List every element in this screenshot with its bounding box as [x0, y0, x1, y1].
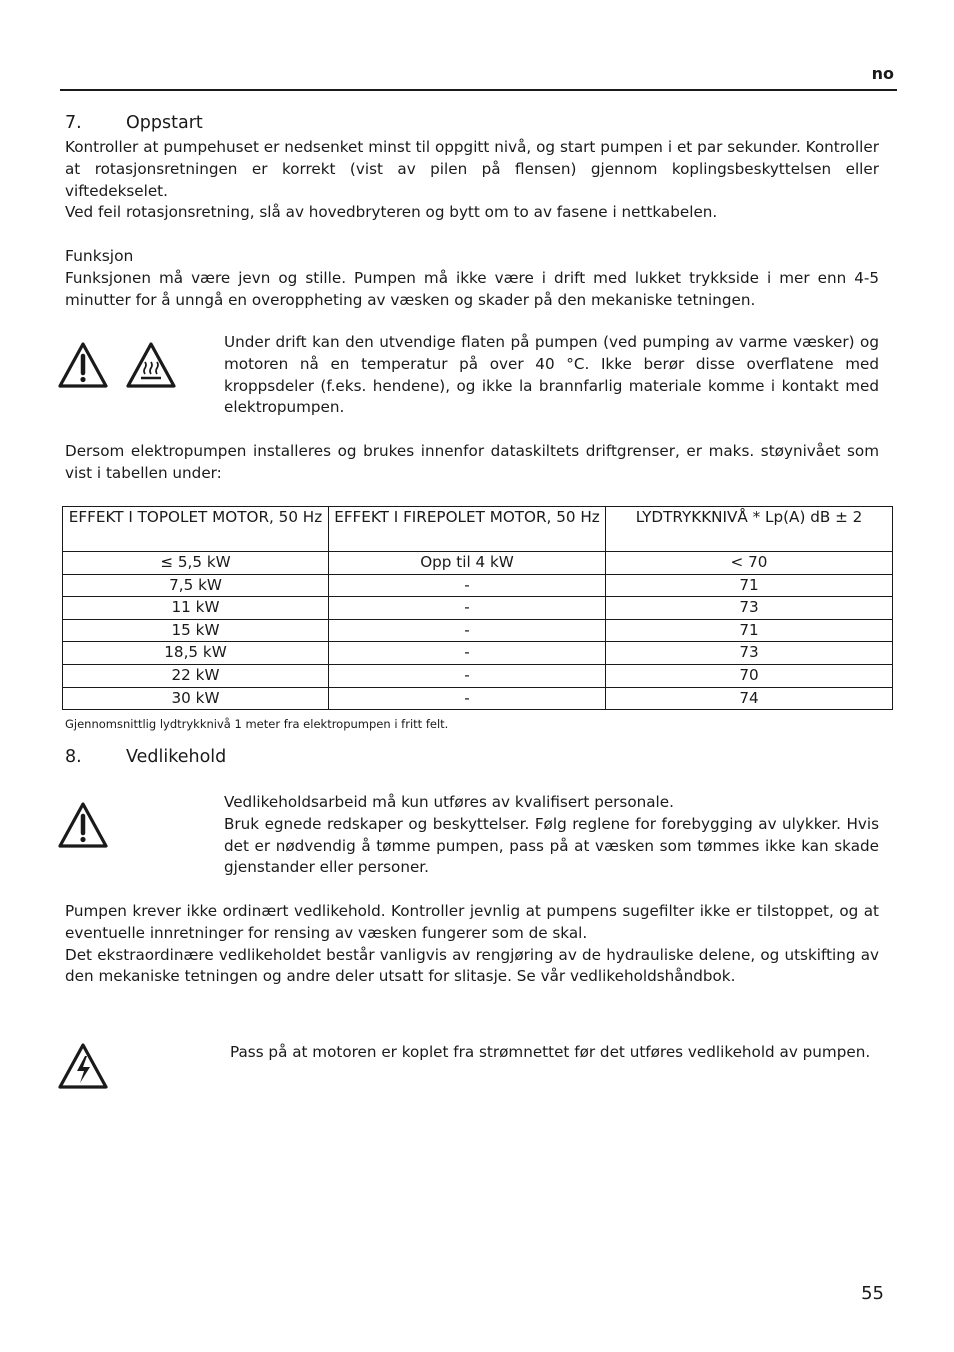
- section-7-number: 7.: [65, 113, 82, 133]
- table-cell: 71: [606, 574, 893, 597]
- section-7-paragraph: Ved feil rotasjonsretning, slå av hovedbryteren og bytt om to av fasene i nettkabelen.: [65, 203, 718, 222]
- section-8-heading: [65, 747, 226, 769]
- table-cell: 15 kW: [63, 619, 329, 642]
- maintenance-body: [65, 901, 879, 988]
- language-code: no: [871, 64, 894, 83]
- page-number: 55: [861, 1283, 884, 1304]
- table-cell: -: [329, 664, 606, 687]
- table-cell: -: [329, 642, 606, 665]
- hot-surface-icon: [125, 341, 177, 389]
- table-cell: 11 kW: [63, 597, 329, 620]
- section-8-title: Vedlikehold: [126, 747, 227, 767]
- maintenance-paragraph: Pumpen krever ikke ordinært vedlikehold. Kontroller jevnlig at pumpens sugefilter ikke er tilstoppet, og at eventuelle innretninger for rensing av væsken fungerer som de skal.: [65, 902, 879, 942]
- table-cell: 74: [606, 687, 893, 710]
- table-header-cell: LYDTRYKKNIVÅ * Lp(A) dB ± 2: [606, 507, 893, 552]
- table-row: [63, 619, 893, 642]
- table-row: [63, 597, 893, 620]
- maintenance-warning-text: [224, 792, 879, 879]
- table-cell: -: [329, 687, 606, 710]
- section-7-title: Oppstart: [126, 113, 203, 133]
- table-cell: ≤ 5,5 kW: [63, 552, 329, 575]
- table-cell: -: [329, 574, 606, 597]
- table-cell: 71: [606, 619, 893, 642]
- section-8-number: 8.: [65, 747, 82, 767]
- table-cell: 73: [606, 597, 893, 620]
- table-header-row: [63, 507, 893, 552]
- noise-level-table: [62, 506, 893, 710]
- hot-surface-warning-text: Under drift kan den utvendige flaten på pumpen (ved pumping av varme væsker) og motoren nå en temperatur på over 40 °C. Ikke berør disse overflatene med kroppsdeler (f.eks. hendene), og ikke la brannfarlig materiale komme i kontakt med elektropumpen.: [224, 333, 879, 417]
- table-row: [63, 574, 893, 597]
- table-cell: -: [329, 597, 606, 620]
- table-header-cell: EFFEKT I FIREPOLET MOTOR, 50 Hz: [329, 507, 606, 552]
- table-cell: < 70: [606, 552, 893, 575]
- table-cell: 70: [606, 664, 893, 687]
- table-cell: 22 kW: [63, 664, 329, 687]
- section-7-paragraph: Kontroller at pumpehuset er nedsenket minst til oppgitt nivå, og start pumpen i et par sekunder. Kontroller at rotasjonsretningen er korrekt (vist av pilen på flensen) gjennom koplingsbeskyttelsen eller viftedekselet.: [65, 138, 879, 200]
- header-rule: [60, 89, 897, 91]
- maintenance-paragraph: Det ekstraordinære vedlikeholdet består vanligvis av rengjøring av de hydrauliske delene, og utskifting av den mekaniske tetningen og andre deler utsatt for slitasje. Se vår vedlikeholdshåndbok.: [65, 945, 879, 986]
- electric-warning-text: Pass på at motoren er koplet fra strømnettet før det utføres vedlikehold av pumpen.: [230, 1043, 871, 1061]
- table-row: [63, 642, 893, 665]
- table-cell: 30 kW: [63, 687, 329, 710]
- table-cell: Opp til 4 kW: [329, 552, 606, 575]
- table-cell: 73: [606, 642, 893, 665]
- noise-intro-text: Dersom elektropumpen installeres og brukes innenfor dataskiltets driftgrenser, er maks. støynivået som vist i tabellen under:: [65, 442, 879, 482]
- table-cell: -: [329, 619, 606, 642]
- maintenance-warning-line: Vedlikeholdsarbeid må kun utføres av kvalifisert personale.: [224, 793, 674, 811]
- section-7-body: [65, 137, 879, 224]
- warning-triangle-icon: [57, 341, 109, 389]
- table-footnote: Gjennomsnittlig lydtrykknivå 1 meter fra elektropumpen i fritt felt.: [65, 717, 449, 731]
- funksjon-text: Funksjonen må være jevn og stille. Pumpen må ikke være i drift med lukket trykkside i mer enn 4-5 minutter for å unngå en overoppheting av væsken og skader på den mekaniske tetningen.: [65, 269, 879, 309]
- table-cell: 18,5 kW: [63, 642, 329, 665]
- table-row: [63, 664, 893, 687]
- table-row: [63, 687, 893, 710]
- section-7-heading: [65, 113, 203, 135]
- table-cell: 7,5 kW: [63, 574, 329, 597]
- electric-hazard-icon: [57, 1042, 109, 1090]
- table-row: [63, 552, 893, 575]
- warning-triangle-icon: [57, 801, 109, 849]
- table-header-cell: EFFEKT I TOPOLET MOTOR, 50 Hz: [63, 507, 329, 552]
- funksjon-heading: Funksjon: [65, 247, 134, 265]
- maintenance-warning-line: Bruk egnede redskaper og beskyttelser. Følg reglene for forebygging av ulykker. Hvis det er nødvendig å tømme pumpen, pass på at væsken som tømmes ikke kan skade gjenstander eller personer.: [224, 814, 879, 877]
